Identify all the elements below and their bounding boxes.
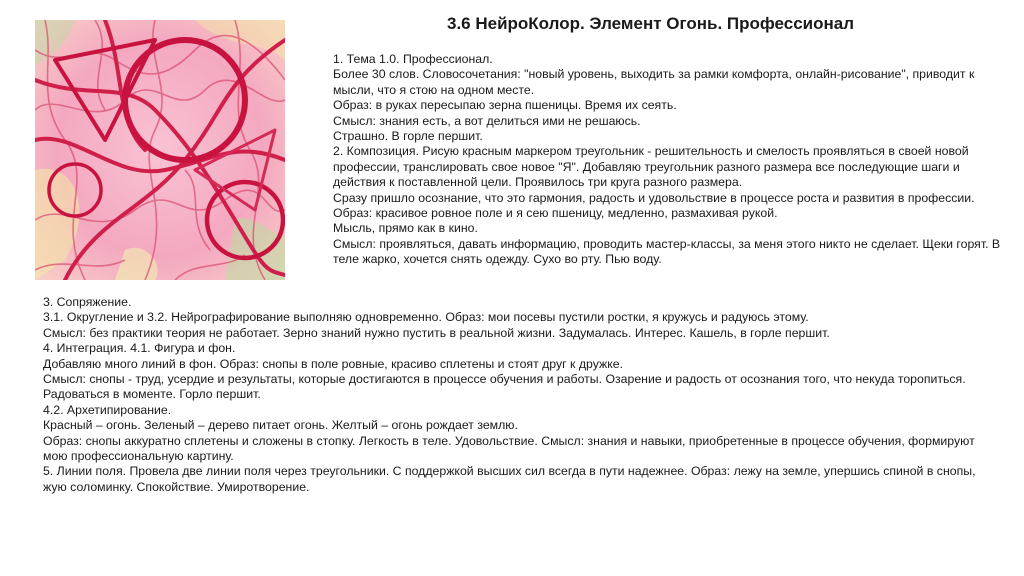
body-paragraph: 3. Сопряжение. xyxy=(43,295,132,309)
body-text xyxy=(43,295,983,495)
intro-paragraph: Страшно. В горле першит. xyxy=(333,129,483,144)
neurographic-artwork xyxy=(35,20,285,280)
body-paragraph: Смысл: снопы - труд, усердие и результаты, которые достигаются в процессе обучения и работы. Озарение и радость от осознания того, что некуда торопиться. Радоваться в моменте. Горло першит. xyxy=(43,372,966,402)
intro-paragraph: Образ: красивое ровное поле и я сею пшеницу, медленно, размахивая рукой. xyxy=(333,206,778,221)
body-paragraph: 4. Интеграция. 4.1. Фигура и фон. xyxy=(43,341,236,356)
intro-paragraph: Смысл: знания есть, а вот делиться ими не решаюсь. xyxy=(333,113,641,128)
intro-paragraph: Смысл: проявляться, давать информацию, проводить мастер-классы, за меня этого никто не сделает. Щеки горят. В теле жарко, хочется снять одежду. Сухо во рту. Пью воду. xyxy=(333,236,1001,267)
body-paragraph: 5. Линии поля. Провела две линии поля через треугольники. С поддержкой высших сил всегда в пути надежнее. Образ: лежу на земле, упершись спиной в снопы, жую соломинку. Спокойствие. Умиротворение. xyxy=(43,464,976,494)
artwork-drawing xyxy=(35,20,285,280)
body-paragraph: 4.2. Архетипирование. xyxy=(43,402,172,417)
body-paragraph: 3.1. Округление и 3.2. Нейрографирование выполняю одновременно. Образ: мои посевы пустили ростки, я кружусь и радуюсь этому. xyxy=(43,310,809,325)
intro-text xyxy=(307,52,1007,268)
intro-paragraph: Сразу пришло осознание, что это гармония, радость и удовольствие в процессе роста и развития в профессии. xyxy=(333,190,975,205)
body-paragraph: Добавляю много линий в фон. Образ: снопы в поле ровные, красиво сплетены и стоят друг к дружке. xyxy=(43,356,624,371)
slide-title: 3.6 НейроКолор. Элемент Огонь. Профессионал xyxy=(447,14,855,33)
body-paragraph: Красный – огонь. Зеленый – дерево питает огонь. Желтый – огонь рождает землю. xyxy=(43,418,518,433)
intro-paragraph: Образ: в руках пересыпаю зерна пшеницы. Время их сеять. xyxy=(333,98,677,113)
body-paragraph: Образ: снопы аккуратно сплетены и сложены в стопку. Легкость в теле. Удовольствие. Смысл: знания и навыки, приобретенные в процессе обучения, формируют мою профессиональную картину. xyxy=(43,433,975,464)
intro-paragraph: Более 30 слов. Словосочетания: "новый уровень, выходить за рамки комфорта, онлайн-рисование", приводит к мысли, что я стою на одном месте. xyxy=(333,67,975,97)
intro-paragraph: 1. Тема 1.0. Профессионал. xyxy=(333,52,493,66)
body-paragraph: Смысл: без практики теория не работает. Зерно знаний нужно пустить в реальной жизни. Задумалась. Интерес. Кашель, в горле першит. xyxy=(43,325,830,340)
intro-paragraph: Мысль, прямо как в кино. xyxy=(333,221,478,236)
intro-paragraph: 2. Композиция. Рисую красным маркером треугольник - решительность и смелость проявляться в своей новой профессии, транслировать свое новое "Я". Добавляю треугольник разного размера все последующие шаги и действия к поставленной цели. Проявилось три круга разного размера. xyxy=(333,144,969,190)
